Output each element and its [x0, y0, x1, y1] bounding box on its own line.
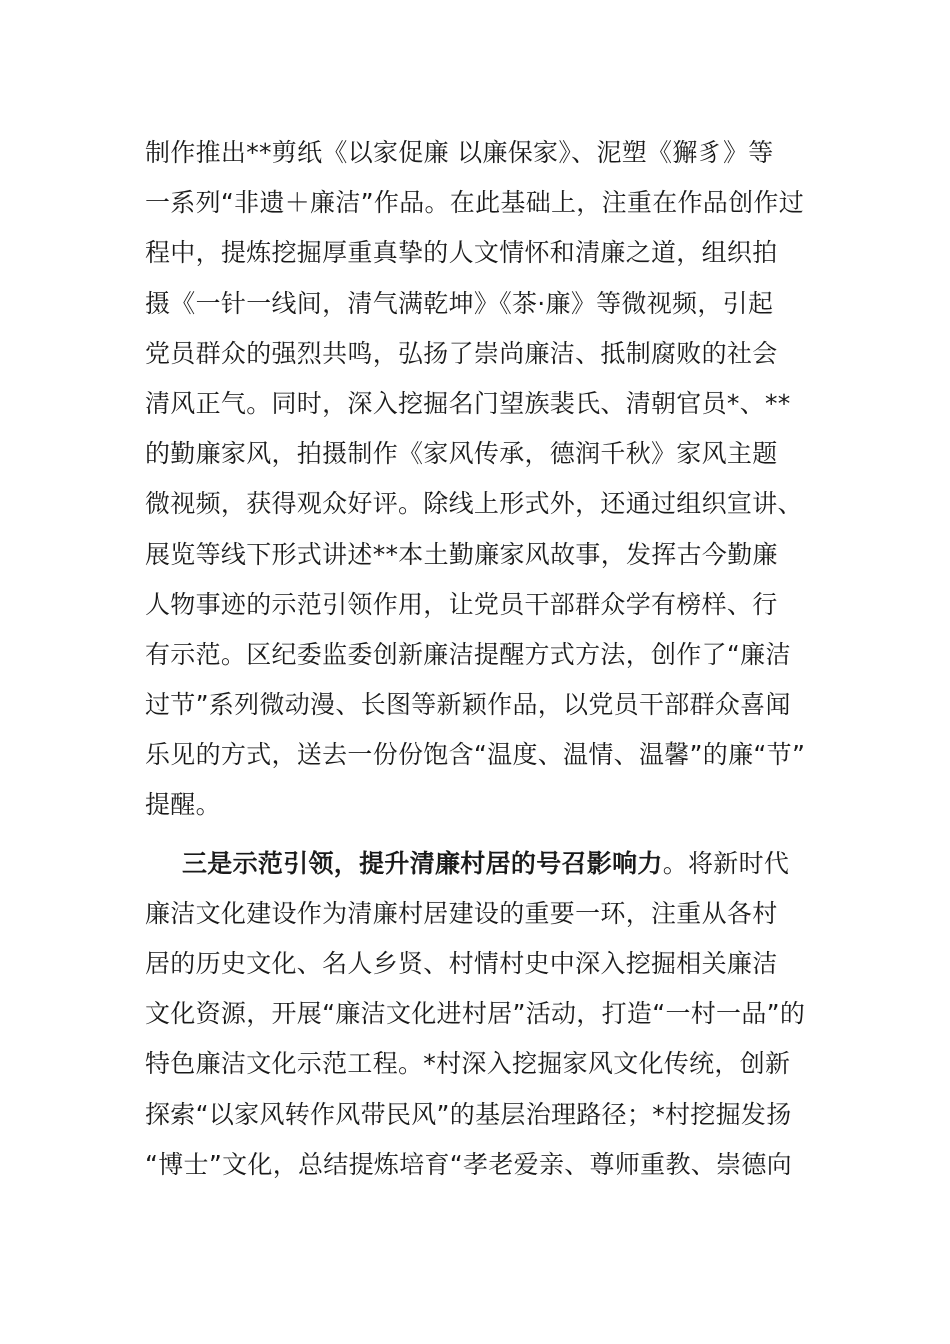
text-line: 摄《一针一线间，清气满乾坤》《茶·廉》等微视频，引起 [145, 288, 774, 318]
text-line: 有示范。区纪委监委创新廉洁提醒方式方法，创作了“廉洁 [145, 639, 791, 669]
text-line: 探索“以家风转作风带民风”的基层治理路径；*村挖掘发扬 [145, 1099, 792, 1129]
text-line: 文化资源，开展“廉洁文化进村居”活动，打造“一村一品”的 [145, 999, 806, 1029]
heading-continuation: 。将新时代 [662, 848, 790, 878]
text-line: 展览等线下形式讲述**本土勤廉家风故事，发挥古今勤廉 [145, 539, 778, 569]
text-line: 人物事迹的示范引领作用，让党员干部群众学有榜样、行 [145, 589, 778, 619]
text-line: 特色廉洁文化示范工程。*村深入挖掘家风文化传统，创新 [145, 1049, 791, 1079]
text-line: “博士”文化，总结提炼培育“孝老爱亲、尊师重教、崇德向 [145, 1149, 792, 1179]
text-line: 乐见的方式，送去一份份饱含“温度、温情、温馨”的廉“节” [145, 740, 806, 770]
document-body [145, 128, 806, 1190]
text-line: 提醒。 [145, 790, 221, 820]
text-line: 居的历史文化、名人乡贤、村情村史中深入挖掘相关廉洁 [145, 949, 778, 978]
text-line: 过节”系列微动漫、长图等新颖作品，以党员干部群众喜闻 [145, 690, 791, 720]
text-line: 制作推出**剪纸《以家促廉 以廉保家》、泥塑《獬豸》等 [145, 138, 774, 167]
paragraph-2 [145, 839, 806, 1190]
text-line: 一系列“非遗＋廉洁”作品。在此基础上，注重在作品创作过 [145, 188, 805, 218]
paragraph-spacer [145, 831, 800, 839]
text-line: 清风正气。同时，深入挖掘名门望族裴氏、清朝官员*、** [145, 388, 791, 418]
text-line: 党员群众的强烈共鸣，弘扬了崇尚廉洁、抵制腐败的社会 [145, 338, 778, 368]
text-line: 程中，提炼挖掘厚重真挚的人文情怀和清廉之道，组织拍 [145, 238, 778, 268]
paragraph-first-line [145, 839, 800, 889]
text-line: 廉洁文化建设作为清廉村居建设的重要一环，注重从各村 [145, 898, 778, 928]
paragraph-1 [145, 128, 806, 831]
section-heading: 三是示范引领，提升清廉村居的号召影响力 [182, 848, 663, 878]
text-line: 的勤廉家风，拍摄制作《家风传承，德润千秋》家风主题 [145, 439, 778, 469]
text-line: 微视频，获得观众好评。除线上形式外，还通过组织宣讲、 [145, 489, 803, 519]
